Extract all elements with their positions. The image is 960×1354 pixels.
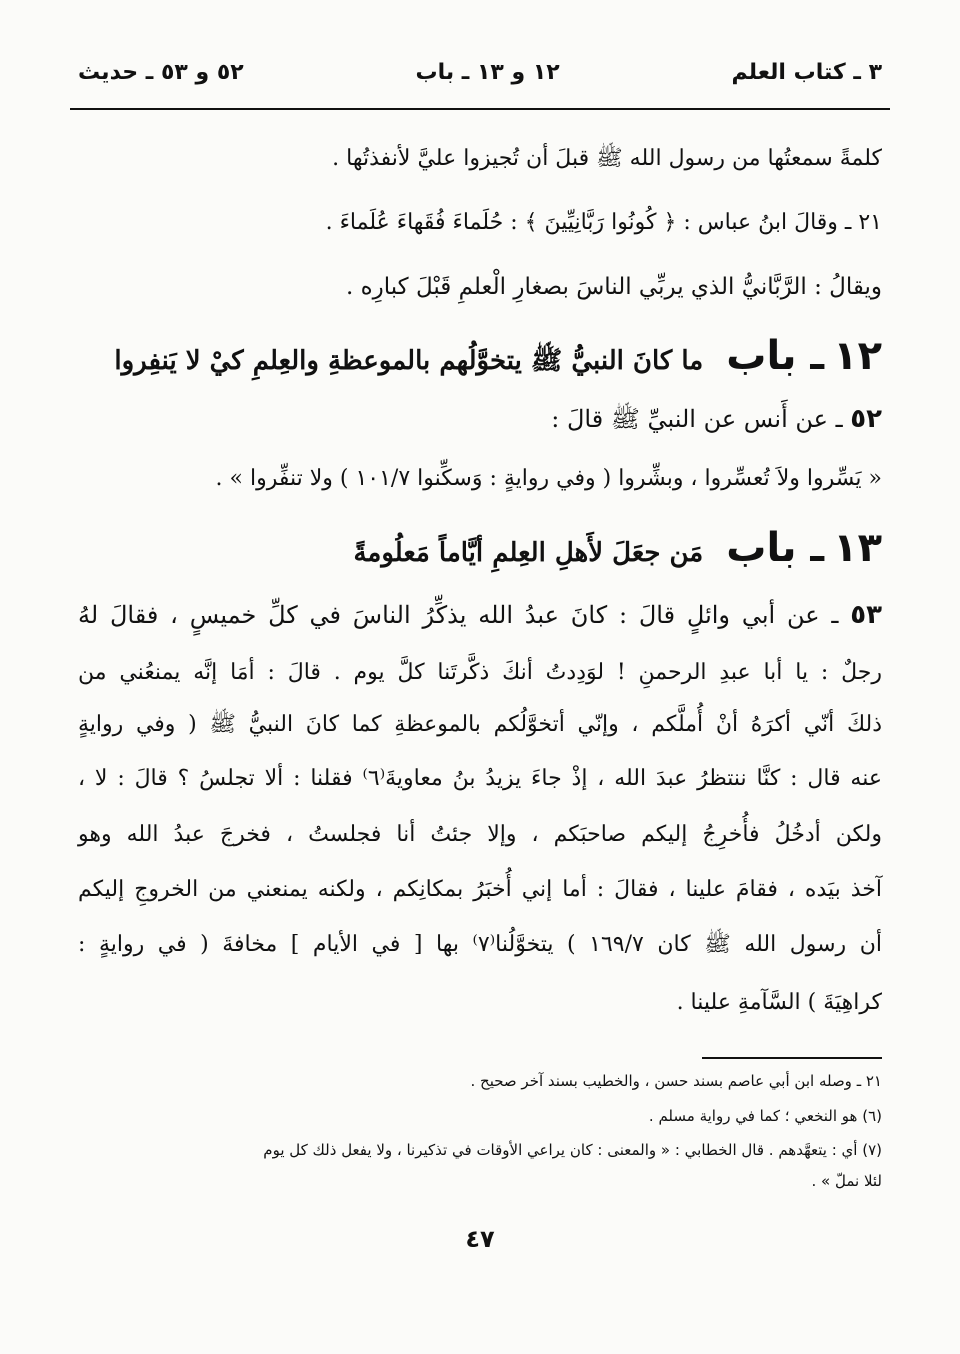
hadith-number: ٥٣	[850, 600, 883, 630]
header-chapter: ١٢ و ١٣ ـ باب	[415, 59, 560, 85]
page-number: ٤٧	[465, 1225, 495, 1253]
running-header	[78, 52, 882, 92]
footnote: لئلا نملّ » .	[811, 1172, 882, 1190]
chapter-heading-13	[70, 525, 882, 571]
footnote: (٧) أي : يتعهَّدهم . قال الخطابي : « والمعنى : كان يراعي الأوقات في تذكيرنا ، ولا يفعل ذلك كل يوم	[263, 1141, 882, 1159]
chapter-heading-12	[70, 333, 882, 382]
hadith-53-line: رجلٌ : يا أبا عبدِ الرحمنِ ! لوَدِدتُ أنكَ ذكَّرتَنا كلَّ يوم . قالَ : أمَا إنَّه يمنعُني من	[78, 660, 882, 685]
footnote-rule	[702, 1057, 882, 1059]
chapter-title: ما كانَ النبيُّ ﷺ يتخوَّلُهم بالموعظةِ والعِلمِ كيْ لا يَنفِروا	[114, 346, 704, 376]
header-rule	[70, 108, 890, 110]
hadith-52-intro	[78, 404, 882, 435]
hadith-53-line: عنه قال : كنَّا ننتظرُ عبدَ الله ، إذْ جاءَ يزيدُ بنُ معاويةَ⁽٦⁾ فقلنا : ألا تجلسُ ؟ قالَ : لا ،	[78, 766, 882, 791]
hadith-53-line	[78, 600, 882, 631]
chapter-word: ـ باب	[726, 525, 825, 571]
chapter-number: ١٢	[833, 333, 882, 379]
header-book-title: ٣ ـ كتاب العلم	[731, 59, 882, 85]
hadith-53-line: ذلكَ أنّي أكرَهُ أنْ أُملَّكم ، وإنّي أتخوَّلُكم بالموعظةِ كما كانَ النبيُّ ﷺ ( وفي روايةٍ	[78, 712, 882, 737]
text-line: كلمةً سمعتُها من رسول الله ﷺ قبلَ أن تُجيزوا عليَّ لأنفذتُها .	[332, 146, 882, 171]
header-hadith-range: ٥٢ و ٥٣ ـ حديث	[78, 59, 244, 85]
hadith-52-text: « يَسِّروا ولاَ تُعسِّروا ، وبشِّروا ( وفي روايةٍ : وَسكِّنوا ١٠١/٧ ) ولا تنفِّروا » .	[215, 466, 882, 491]
chapter-title: مَن جعَلَ لأَهلِ العِلمِ أيَّاماً مَعلُومةً	[353, 538, 704, 568]
hadith-intro: ـ عن أَنس عن النبيِّ ﷺ قالَ :	[551, 405, 843, 433]
hadith-text: ـ عن أبي وائلٍ قالَ : كانَ عبدُ الله يذكِّرُ الناسَ في كلِّ خميسٍ ، فقالَ لهُ	[78, 601, 839, 629]
hadith-53-line: آخذ بيَده ، فقامَ علينا ، فقالَ : أما إني أُخبَرُ بمكانِكم ، ولكنه يمنعني من الخروجِ إليكم	[78, 877, 882, 902]
hadith-53-line: أن رسول الله ﷺ كان ١٦٩/٧ ) يتخوَّلُنا⁽٧⁾ بها [ في الأيام ] مخافةَ ( في روايةٍ :	[78, 932, 882, 957]
hadith-53-line: كراهِيَةَ ) السَّآمةِ علينا .	[676, 990, 882, 1015]
footnote: ٢١ ـ وصله ابن أبي عاصم بسند حسن ، والخطيب بسند آخر صحيح .	[470, 1072, 882, 1090]
text-line: ويقالُ : الرَّبَّانيُّ الذي يربِّي الناسَ بصغارِ الْعلمِ قَبْلَ كبارِه .	[345, 274, 882, 300]
chapter-number: ١٣	[833, 525, 882, 571]
chapter-word: ـ باب	[726, 333, 825, 379]
footnote: (٦) هو النخعي ؛ كما في رواية مسلم .	[648, 1107, 882, 1125]
text-line: ٢١ ـ وقالَ ابنُ عباس : ﴿ كُونُوا رَبَّانِيِّينَ ﴾ : حُلَماءَ فُقَهاءَ عُلَماءَ .	[325, 210, 882, 235]
hadith-53-line: ولكن أدخُلُ فأُخرِجُ إليكم صاحبَكم ، وإلا جئتُ أنا فجلستُ ، فخرجَ عبدُ الله وهو	[78, 822, 882, 847]
hadith-number: ٥٢	[850, 404, 882, 434]
